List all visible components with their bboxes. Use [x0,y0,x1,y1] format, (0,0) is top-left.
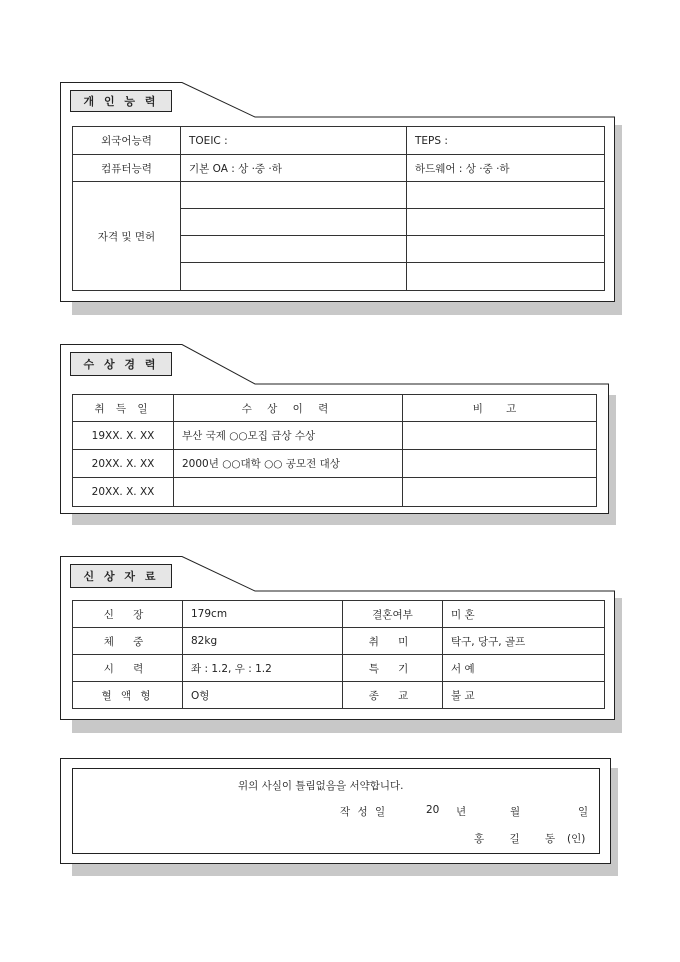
section-title: 개 인 능 력 [70,90,172,112]
license-cell[interactable] [407,236,605,263]
awards-panel [60,344,609,514]
award-history[interactable] [174,478,403,507]
vision-value[interactable]: 좌 : 1.2, 우 : 1.2 [183,655,343,682]
language-label: 외국어능력 [73,127,181,155]
date-label: 작 성 일 [340,806,388,818]
license-cell[interactable] [181,236,407,263]
religion-value[interactable]: 불 교 [443,682,605,709]
computer-label: 컴퓨터능력 [73,155,181,182]
header-note: 비 고 [403,395,597,422]
skill-value[interactable]: 서 예 [443,655,605,682]
table-row [73,628,605,655]
award-history[interactable]: 2000년 ○○대학 ○○ 공모전 대상 [174,450,403,478]
personal-table [72,126,605,291]
teps-field[interactable]: TEPS : [407,127,605,155]
marriage-label: 결혼여부 [343,601,443,628]
blood-type-value[interactable]: O형 [183,682,343,709]
religion-label: 종 교 [343,682,443,709]
table-row [73,601,605,628]
table-row [73,655,605,682]
license-cell[interactable] [181,263,407,291]
license-cell[interactable] [181,182,407,209]
year-label: 년 [456,806,467,818]
blood-type-label: 혈 액 형 [73,682,183,709]
award-date[interactable]: 19XX. X. XX [73,422,174,450]
license-cell[interactable] [407,263,605,291]
award-note[interactable] [403,422,597,450]
section-title: 신 상 자 료 [70,564,172,588]
awards-table [72,394,597,507]
license-cell[interactable] [181,209,407,236]
marriage-value[interactable]: 미 혼 [443,601,605,628]
license-cell[interactable] [407,182,605,209]
height-value[interactable]: 179cm [183,601,343,628]
weight-value[interactable]: 82kg [183,628,343,655]
height-label: 신 장 [73,601,183,628]
table-row [73,182,605,209]
table-row [73,422,597,450]
month-label: 월 [510,806,521,818]
day-label: 일 [578,806,589,818]
hardware-field[interactable]: 하드웨어 : 상 ·중 ·하 [407,155,605,182]
table-row [73,478,597,507]
declaration-panel [60,758,611,864]
award-note[interactable] [403,478,597,507]
award-date[interactable]: 20XX. X. XX [73,450,174,478]
vision-label: 시 력 [73,655,183,682]
table-row [73,155,605,182]
table-header-row [73,395,597,422]
table-row [73,127,605,155]
header-date: 취 득 일 [73,395,174,422]
table-row [73,450,597,478]
license-label: 자격 및 면허 [73,182,181,291]
hobby-value[interactable]: 탁구, 당구, 골프 [443,628,605,655]
panel-frame [60,758,611,864]
toeic-field[interactable]: TOEIC : [181,127,407,155]
header-history: 수 상 이 력 [174,395,403,422]
weight-label: 체 중 [73,628,183,655]
license-cell[interactable] [407,209,605,236]
hobby-label: 취 미 [343,628,443,655]
award-date[interactable]: 20XX. X. XX [73,478,174,507]
profile-table [72,600,605,709]
section-title: 수 상 경 력 [70,352,172,376]
seal-mark[interactable]: (인) [567,833,586,845]
personal-panel [60,82,615,302]
table-row [73,682,605,709]
basic-oa-field[interactable]: 기본 OA : 상 ·중 ·하 [181,155,407,182]
award-note[interactable] [403,450,597,478]
skill-label: 특 기 [343,655,443,682]
profile-panel [60,556,615,720]
declaration-statement: 위의 사실이 틀림없음을 서약합니다. [238,780,404,792]
award-history[interactable]: 부산 국제 ○○모집 금상 수상 [174,422,403,450]
year-prefix[interactable]: 20 [426,804,440,816]
signer-name[interactable]: 홍 길 동 [474,833,567,845]
